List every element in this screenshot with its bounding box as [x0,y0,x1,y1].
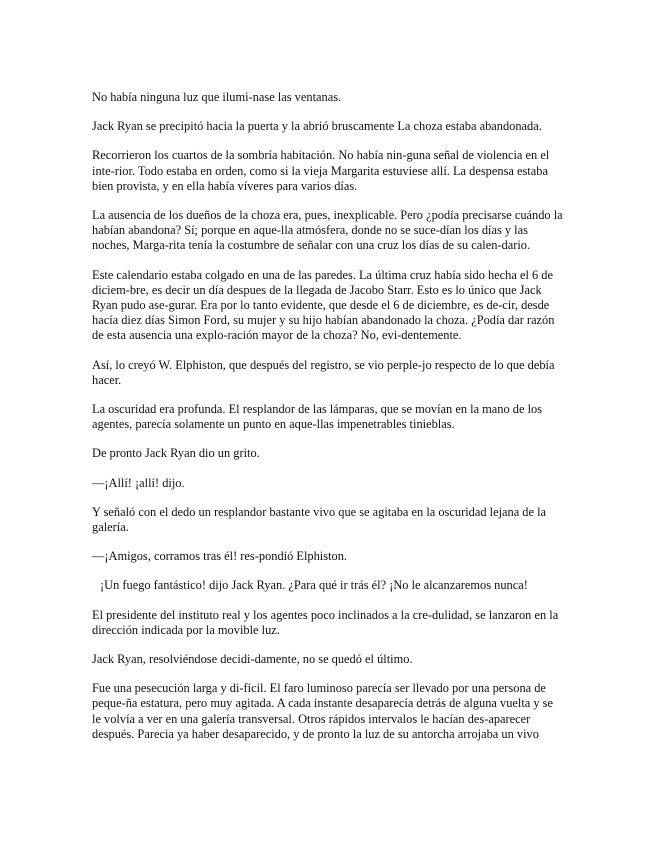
document-page [92,90,564,756]
paragraph-8: De pronto Jack Ryan dio un grito. [92,446,260,461]
paragraph-15: Fue una pesecución larga y di-fícil. El faro luminoso parecía ser llevado por una persona de peque-ña estatura, pero muy agitada. A cada instante desaparecía detrás de alguna vuelta y se le volvía a ver en una galería transversal. Otros rápidos intervalos le hacían des-aparecer después. Parecia ya haber desaparecido, y de pronto la luz de su antorcha arrojaba un vivo [92,681,554,741]
paragraph-7: La oscuridad era profunda. El resplandor de las lámparas, que se movían en la mano de los agentes, parecía solamente un punto en aque-llas impenetrables tinieblas. [92,402,543,432]
paragraph-1: No había ninguna luz que ilumi-nase las ventanas. [92,90,342,104]
paragraph-12: ¡Un fuego fantástico! dijo Jack Ryan. ¿Para qué ir trás él? ¡No le alcanzaremos nunca! [100,578,528,593]
paragraph-13: El presidente del instituto real y los agentes poco inclinados a la cre-dulidad, se lanzaron en la dirección indicada por la movible luz. [92,607,559,637]
paragraph-5: Este calendario estaba colgado en una de las paredes. La última cruz había sido hecha el 6 de diciem-bre, es decir un día despues de la llegada de Jacobo Starr. Esto es lo único que Jack Ryan pudo ase-gurar. Era por lo tanto evidente, que desde el 6 de diciembre, es de-cir, desde hacía diez días Simon Ford, su mujer y su hijo habían abandonado la choza. ¿Podía dar razón de esta ausencia una explo-ración mayor de la choza? No, evi-dentemente. [92,267,555,343]
paragraph-3: Recorrieron los cuartos de la sombría habitación. No había nin-guna señal de violencia en el inte-rior. Todo estaba en orden, como si la vieja Margarita estuviese allí. La despensa estaba bien provista, y en ella había víveres para varios días. [92,148,550,193]
paragraph-2: Jack Ryan se precipitó hacia la puerta y la abrió bruscamente La choza estaba abandonada. [92,119,542,134]
paragraph-11: —¡Amigos, corramos tras él! res-pondió Elphiston. [92,549,347,564]
paragraph-9: —¡Allí! ¡allí! dijo. [92,475,185,490]
paragraph-6: Así, lo creyó W. Elphiston, que después del registro, se vio perple-jo respecto de lo que debía hacer. [92,357,555,387]
paragraph-4: La ausencia de los dueños de la choza era, pues, inexplicable. Pero ¿podía precisarse cuándo la habían abandona? Sí; porque en aque-lla atmósfera, donde no se suce-dían los días y las noches, Marga-rita tenía la costumbre de señalar con una cruz los días de su calen-dario. [92,208,563,253]
paragraph-10: Y señaló con el dedo un resplandor bastante vivo que se agitaba en la oscuridad lejana de la galería. [92,504,547,535]
paragraph-14: Jack Ryan, resolviéndose decidi-damente, no se quedó el último. [92,652,413,667]
